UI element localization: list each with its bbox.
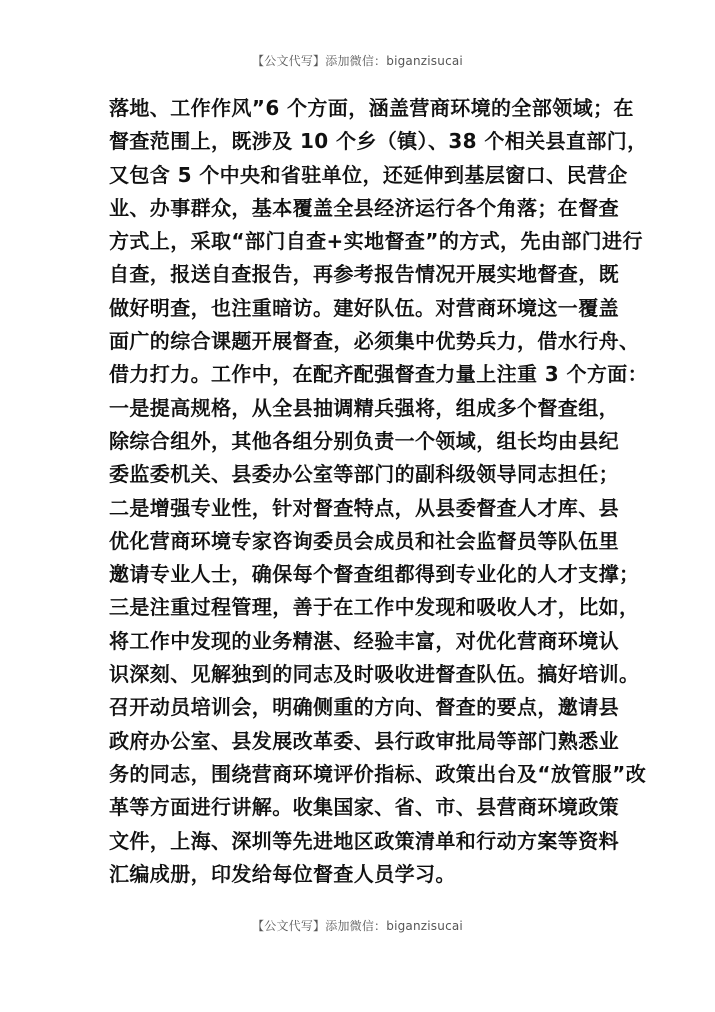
text-line-5: 方式上，采取“部门自查+实地督查”的方式，先由部门进行	[109, 229, 643, 254]
text-line-17: 将工作中发现的业务精湛、经验丰富，对优化营商环境认	[109, 628, 619, 653]
text-line-15: 邀请专业人士，确保每个督查组都得到专业化的人才支撑；	[109, 562, 640, 587]
text-line-7: 做好明查，也注重暗访。建好队伍。对营商环境这一覆盖	[109, 295, 619, 320]
text-line-3: 又包含 5 个中央和省驻单位，还延伸到基层窗口、民营企	[109, 162, 628, 187]
text-line-4: 业、办事群众，基本覆盖全县经济运行各个角落；在督查	[109, 195, 619, 220]
text-line-9: 借力打力。工作中，在配齐配强督查力量上注重 3 个方面：	[109, 362, 649, 387]
text-line-8: 面广的综合课题开展督查，必须集中优势兵力，借水行舟、	[109, 329, 640, 354]
text-line-2: 督查范围上，既涉及 10 个乡（镇）、38 个相关县直部门，	[109, 129, 648, 154]
document-body	[109, 92, 649, 891]
text-line-16: 三是注重过程管理，善于在工作中发现和吸收人才，比如，	[109, 595, 640, 620]
header-watermark-note: 【公文代写】添加微信：biganzisucai	[252, 54, 463, 68]
text-line-23: 文件，上海、深圳等先进地区政策清单和行动方案等资料	[109, 828, 619, 853]
text-line-6: 自查，报送自查报告，再参考报告情况开展实地督查，既	[109, 262, 619, 287]
footer-watermark-note: 【公文代写】添加微信：biganzisucai	[252, 919, 463, 933]
text-line-11: 除综合组外，其他各组分别负责一个领域，组长均由县纪	[109, 428, 619, 453]
text-line-14: 优化营商环境专家咨询委员会成员和社会监督员等队伍里	[109, 528, 619, 553]
text-line-19: 召开动员培训会，明确侧重的方向、督查的要点，邀请县	[109, 695, 619, 720]
text-line-1: 落地、工作作风”6 个方面，涵盖营商环境的全部领域；在	[109, 96, 634, 120]
text-line-24: 汇编成册，印发给每位督查人员学习。	[109, 861, 456, 886]
text-line-12: 委监委机关、县委办公室等部门的副科级领导同志担任；	[109, 462, 619, 487]
text-line-20: 政府办公室、县发展改革委、县行政审批局等部门熟悉业	[109, 728, 619, 753]
text-line-13: 二是增强专业性，针对督查特点，从县委督查人才库、县	[109, 495, 619, 520]
text-line-10: 一是提高规格，从全县抽调精兵强将，组成多个督查组，	[109, 395, 619, 420]
text-line-18: 识深刻、见解独到的同志及时吸收进督查队伍。搞好培训。	[109, 662, 640, 687]
text-line-21: 务的同志，围绕营商环境评价指标、政策出台及“放管服”改	[109, 761, 647, 786]
text-line-22: 革等方面进行讲解。收集国家、省、市、县营商环境政策	[109, 795, 619, 820]
